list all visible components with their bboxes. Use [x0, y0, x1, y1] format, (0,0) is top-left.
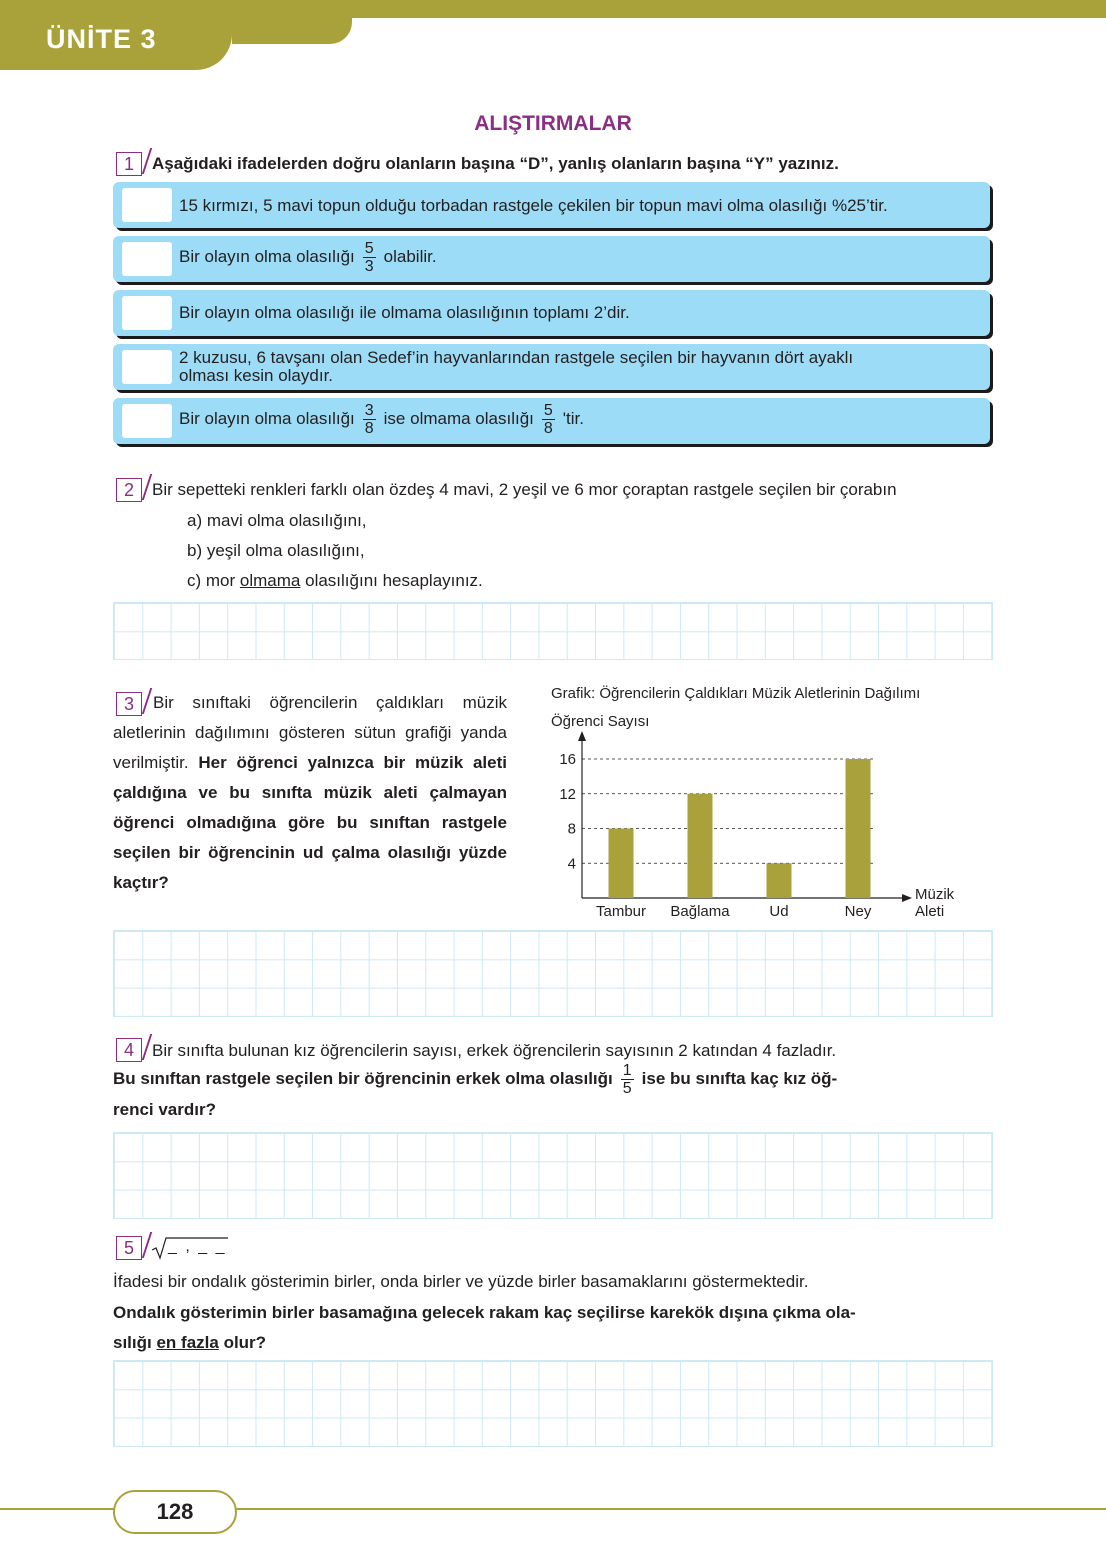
y-tick-label: 12: [559, 785, 576, 803]
bar-ud: [767, 863, 792, 898]
q5-line3-post: olur?: [223, 1333, 267, 1352]
fraction-denominator: 5: [622, 1080, 632, 1097]
q2-text: Bir sepetteki renkleri farklı olan özdeş 4 mavi, 2 yeşil ve 6 mor çoraptan rastgele seçilen bir çorabın: [152, 480, 897, 499]
statement-4-line1: 2 kuzusu, 6 tavşanı olan Sedef’in hayvanlarından rastgele seçilen bir hayvanın dört ayaklı: [179, 348, 854, 367]
answer-grid-q5[interactable]: [113, 1360, 993, 1447]
statement-3-text: Bir olayın olma olasılığı ile olmama olasılığının toplamı 2’dir.: [179, 303, 630, 322]
question-number-5: 5: [116, 1236, 142, 1260]
chart-xlabel-line2: Aleti: [915, 903, 945, 920]
question-number-3: 3: [116, 692, 142, 716]
statement-5-text: [179, 402, 584, 437]
chart-ylabel: Öğrenci Sayısı: [551, 713, 650, 730]
fraction-3-8: [363, 402, 376, 437]
question-number-4: 4: [116, 1038, 142, 1062]
statement-5-part-a: Bir olayın olma olasılığı: [179, 408, 355, 428]
answer-box-2[interactable]: [122, 242, 172, 276]
unit-label: ÜNİTE 3: [46, 24, 157, 54]
q2-item-c: [187, 571, 483, 591]
statement-1-text: 15 kırmızı, 5 mavi topun olduğu torbadan rastgele çekilen bir topun mavi olma olasılığı %25’tir.: [179, 196, 888, 215]
q5-line2: Ondalık gösterimin birler basamağına gelecek rakam kaç seçilirse karekök dışına çıkma ola-: [113, 1303, 856, 1322]
answer-grid-q3[interactable]: [113, 930, 993, 1017]
bar-ney: [846, 759, 871, 898]
answer-box-4[interactable]: [122, 350, 172, 384]
q4-line2-part-b: ise bu sınıfta kaç kız öğ-: [641, 1068, 838, 1088]
q5-line3-underlined: en fazla: [156, 1333, 219, 1352]
chart-xlabel-line1: Müzik: [915, 886, 955, 903]
fraction-numerator: 5: [364, 240, 374, 257]
q3-text: [113, 688, 507, 898]
bar-bağlama: [688, 794, 713, 898]
fraction-numerator: 3: [364, 402, 374, 419]
statement-5-part-b: ise olmama olasılığı: [383, 408, 534, 428]
bar-chart: [540, 676, 1010, 926]
y-tick-label: 8: [567, 820, 576, 838]
fraction-denominator: 8: [543, 420, 553, 437]
section-title: ALIŞTIRMALAR: [474, 112, 632, 135]
statement-2-part-b: olabilir.: [383, 246, 437, 266]
answer-grid-q2[interactable]: [113, 602, 993, 660]
statement-2-part-a: Bir olayın olma olasılığı: [179, 246, 355, 266]
q2-item-a: a) mavi olma olasılığını,: [187, 511, 367, 530]
q4-line2-part-a: Bu sınıftan rastgele seçilen bir öğrencinin erkek olma olasılığı: [113, 1068, 613, 1088]
footer-line-right: [232, 1508, 1106, 1510]
answer-grid-q4[interactable]: [113, 1132, 993, 1219]
statement-2-text: [179, 240, 437, 275]
x-axis-arrow: [902, 894, 912, 902]
fraction-numerator: 5: [543, 402, 553, 419]
page-number: 128: [113, 1490, 237, 1534]
header-tab-notch: [232, 14, 352, 44]
x-tick-label: Tambur: [595, 903, 647, 920]
x-tick-label: Bağlama: [670, 903, 730, 920]
x-tick-label: Ud: [769, 903, 789, 920]
q3-bold-text: Her öğrenci yalnızca bir müzik aleti çaldığına ve bu sınıfta müzik aleti çalmayan öğrenci olmadığına göre bu sınıftan rastgele seçilen bir öğrencinin ud çalma olasılığı yüzde kaçtır?: [113, 753, 507, 892]
q4-line2: [113, 1062, 993, 1097]
q4-line3: renci vardır?: [113, 1100, 216, 1119]
chart-title: Grafik: Öğrencilerin Çaldıkları Müzik Aletlerinin Dağılımı: [551, 685, 921, 702]
answer-box-1[interactable]: [122, 188, 172, 222]
statement-5: [113, 398, 990, 444]
statement-4-line2: olması kesin olaydır.: [179, 366, 334, 385]
q2-item-c-post: olasılığını hesaplayınız.: [305, 571, 483, 590]
sqrt-expression: _ , _ _: [168, 1238, 227, 1255]
q5-line3-pre: sılığı: [113, 1333, 152, 1352]
fraction-denominator: 8: [364, 420, 374, 437]
answer-box-3[interactable]: [122, 296, 172, 330]
q3-plain-text: Bir sınıftaki öğrencilerin çaldıkları müzik aletlerinin dağılımını gösteren sütun grafiği yanda verilmiştir.: [113, 693, 507, 772]
q4-line1: Bir sınıfta bulunan kız öğrencilerin sayısı, erkek öğrencilerin sayısının 2 katından 4 fazladır.: [152, 1041, 837, 1060]
q2-item-c-pre: c) mor: [187, 571, 236, 590]
fraction-1-5: [621, 1062, 634, 1097]
footer-line-left: [0, 1508, 114, 1510]
statement-4: [113, 344, 990, 390]
bar-tambur: [609, 829, 634, 899]
question-number-2: 2: [116, 478, 142, 502]
statement-3: [113, 290, 990, 336]
answer-box-5[interactable]: [122, 404, 172, 438]
fraction-numerator: 1: [622, 1062, 632, 1079]
fraction-denominator: 3: [364, 258, 374, 275]
fraction-5-3: [363, 240, 376, 275]
question-number-1: 1: [116, 152, 142, 176]
y-tick-label: 4: [567, 855, 576, 873]
y-axis-arrow: [578, 731, 586, 741]
q2-item-b: b) yeşil olma olasılığını,: [187, 541, 365, 560]
fraction-5-8: [542, 402, 555, 437]
statement-1: [113, 182, 990, 228]
x-tick-label: Ney: [844, 903, 872, 920]
q5-line1: İfadesi bir ondalık gösterimin birler, onda birler ve yüzde birler basamaklarını göstermektedir.: [113, 1272, 809, 1291]
statement-2: [113, 236, 990, 282]
y-tick-label: 16: [559, 751, 576, 768]
statement-4-text: [179, 349, 985, 385]
q2-item-c-underlined: olmama: [239, 571, 301, 590]
statement-5-part-c: 'tir.: [562, 408, 584, 428]
q1-instruction: Aşağıdaki ifadelerden doğru olanların başına “D”, yanlış olanların başına “Y” yazınız.: [152, 154, 839, 173]
q5-line3: [113, 1328, 266, 1358]
